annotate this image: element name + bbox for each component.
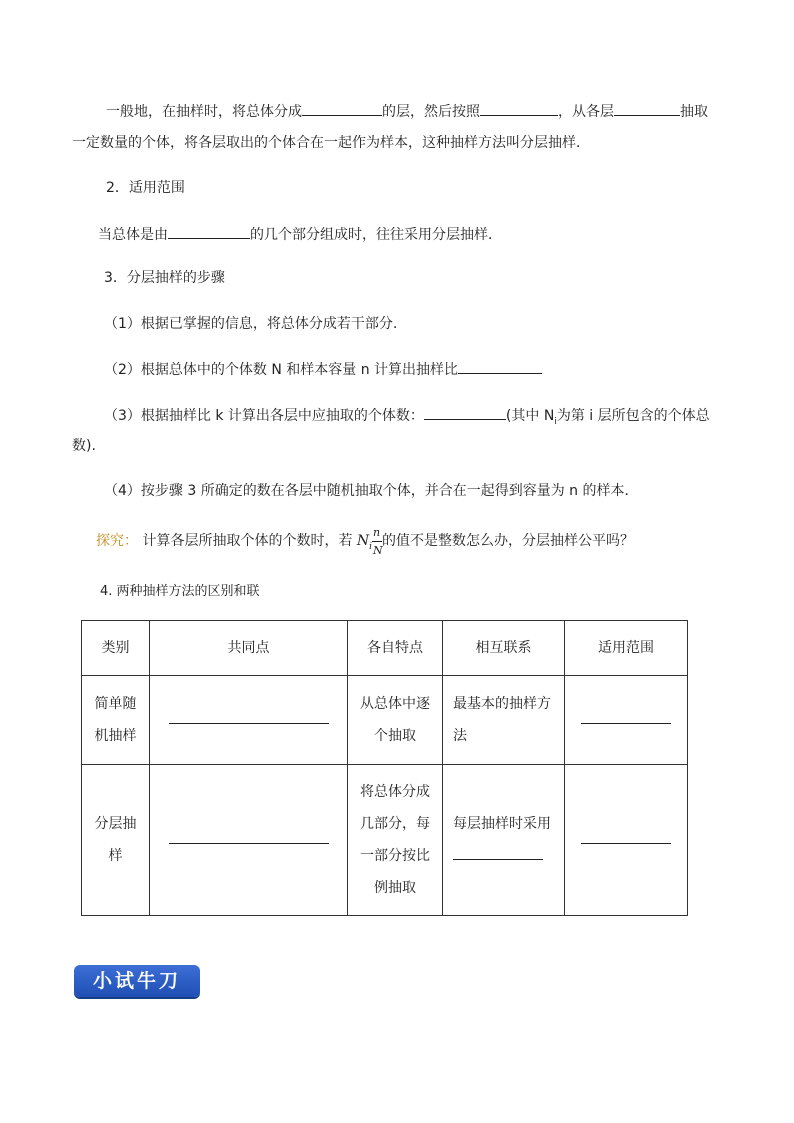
step-4: （4）按步骤 3 所确定的数在各层中随机抽取个体，并合在一起得到容量为 n 的样本． [104, 483, 639, 499]
text: 当总体是由 [98, 227, 168, 243]
fill-blank[interactable] [581, 723, 671, 724]
heading-comparison: 4. 两种抽样方法的区别和联 [100, 584, 260, 599]
table-header-row [82, 621, 688, 676]
fill-blank[interactable] [614, 101, 680, 116]
fill-blank[interactable] [169, 723, 329, 724]
subscript: i [369, 541, 373, 552]
header-common: 共同点 [150, 621, 348, 676]
fill-blank[interactable] [453, 859, 543, 860]
text: 计算各层所抽取个体的个数时，若 [142, 533, 353, 549]
header-category: 类别 [82, 621, 150, 676]
fill-blank[interactable] [424, 405, 506, 420]
cell-features: 从总体中逐 个抽取 [348, 676, 443, 765]
cell-relation: 每层抽样时采用 [443, 765, 565, 916]
table-row [82, 676, 688, 765]
fill-blank[interactable] [581, 843, 671, 844]
explore-question [96, 526, 635, 557]
fill-blank[interactable] [480, 101, 558, 116]
text: 一般地，在抽样时，将总体分成 [106, 104, 302, 120]
fill-blank[interactable] [168, 224, 250, 239]
math-N: N [356, 533, 370, 549]
cell-category: 分层抽 样 [82, 765, 150, 916]
step-3 [104, 405, 710, 432]
paragraph-scope [98, 224, 502, 245]
comparison-table [81, 620, 688, 916]
text: 为第 i 层所包含的个体总 [556, 408, 710, 424]
text: 的层，然后按照 [382, 104, 480, 120]
fill-blank[interactable] [302, 101, 382, 116]
heading-scope: 2．适用范围 [106, 180, 185, 196]
header-scope: 适用范围 [565, 621, 688, 676]
step-2 [104, 359, 542, 380]
fill-blank[interactable] [458, 359, 542, 374]
text: ，从各层 [558, 104, 614, 120]
cell-common [150, 765, 348, 916]
cell-scope [565, 765, 688, 916]
cell-features: 将总体分成 几部分，每 一部分按比 例抽取 [348, 765, 443, 916]
text: （3）根据抽样比 k 计算出各层中应抽取的个体数： [104, 408, 424, 424]
paragraph-definition-line2: 一定数量的个体，将各层取出的个体合在一起作为样本，这种抽样方法叫分层抽样． [72, 135, 590, 151]
fraction-n-over-N: $\frac{n}{N}$ [373, 526, 383, 557]
text: 的值不是整数怎么办，分层抽样公平吗？ [382, 533, 635, 549]
cell-common [150, 676, 348, 765]
text: (其中 N [505, 408, 555, 424]
text: （2）根据总体中的个体数 N 和样本容量 n 计算出抽样比 [104, 362, 459, 378]
cell-relation: 最基本的抽样方 法 [443, 676, 565, 765]
header-relation: 相互联系 [443, 621, 565, 676]
cell-scope [565, 676, 688, 765]
subscript: i [554, 416, 557, 427]
step-1: （1）根据已掌握的信息，将总体分成若干部分. [104, 316, 398, 332]
header-features: 各自特点 [348, 621, 443, 676]
text: 的几个部分组成时，往往采用分层抽样． [250, 227, 502, 243]
step-3-continued: 数). [72, 438, 96, 454]
paragraph-definition-line1 [106, 101, 708, 122]
explore-label: 探究： [96, 533, 138, 549]
cell-category: 简单随 机抽样 [82, 676, 150, 765]
text: 抽取 [680, 104, 708, 120]
table-row [82, 765, 688, 916]
heading-steps: 3．分层抽样的步骤 [104, 270, 225, 286]
fill-blank[interactable] [169, 843, 329, 844]
section-badge: 小试牛刀 [74, 965, 200, 997]
